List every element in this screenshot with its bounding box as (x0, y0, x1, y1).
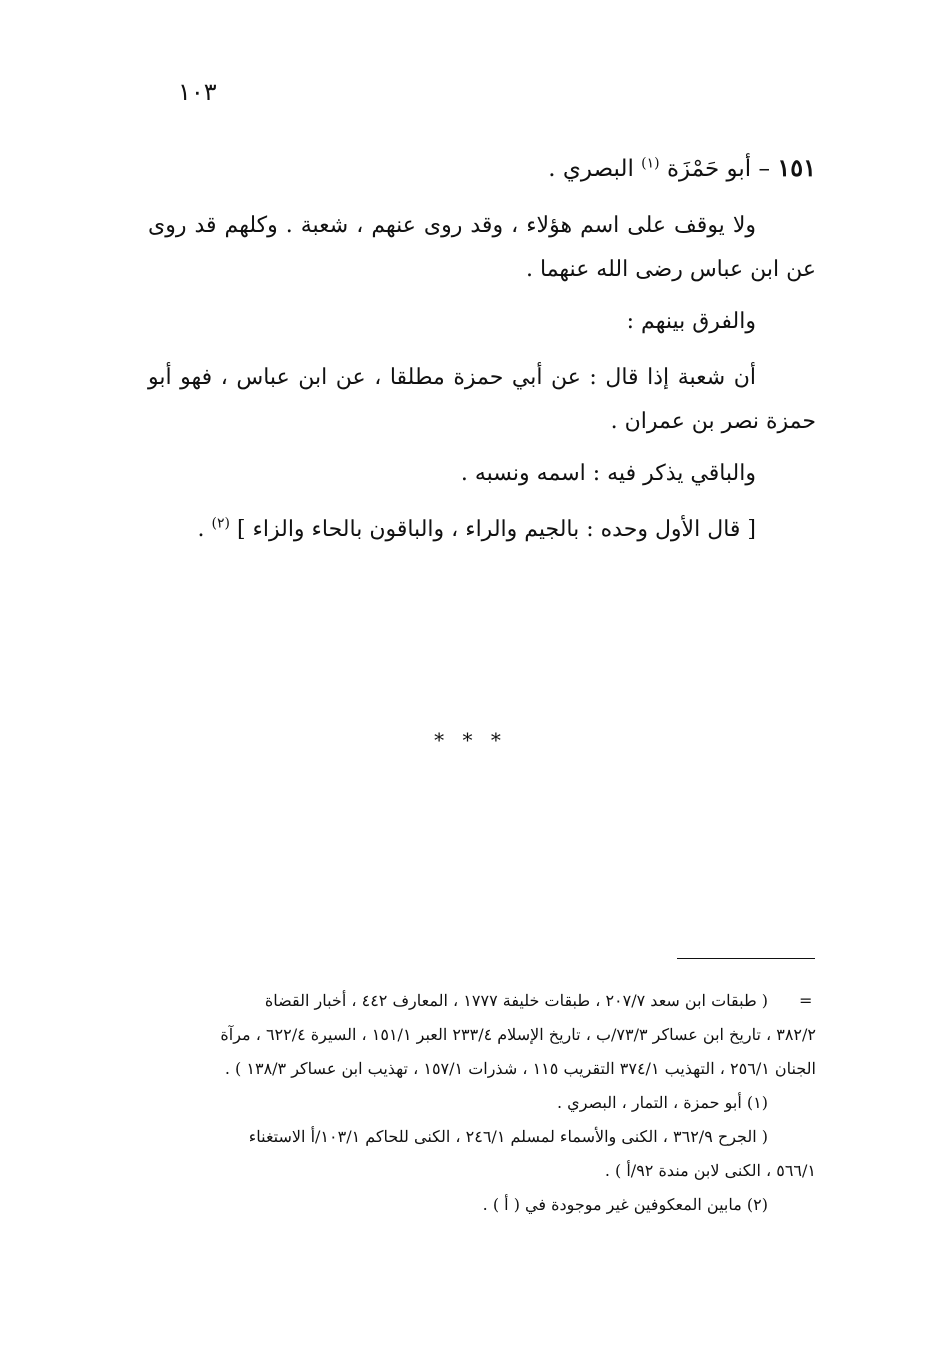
paragraph-end: . (197, 517, 205, 542)
footnote-line: ٣٨٢/٢ ، تاريخ ابن عساكر ٧٣/٣/ب ، تاريخ الإسلام ٢٣٣/٤ العبر ١٥١/١ ، السيرة ٦٢٢/٤ ، مرآة (220, 1025, 816, 1044)
footnote-line: ( الجرح ٣٦٢/٩ ، الكنى والأسماء لمسلم ٢٤٦/١ ، الكنى للحاكم ١٠٣/١/أ الاستغناء (248, 1127, 768, 1146)
entry-number: ١٥١ (777, 153, 816, 182)
entry-suffix: البصري . (548, 156, 634, 182)
footnote-line: ( طبقات ابن سعد ٢٠٧/٧ ، طبقات خليفة ١٧٧٧ ، المعارف ٤٤٢ ، أخبار القضاة (264, 991, 768, 1010)
paragraph-bracketed (148, 508, 816, 552)
paragraph: أن شعبة إذا قال : عن أبي حمزة مطلقا ، عن ابن عباس ، فهو أبو حمزة نصر بن عمران . (148, 365, 816, 434)
page-number: ١٠٣ (178, 78, 217, 106)
footnote-line: (٢) مابين المعكوفين غير موجودة في ( أ ) . (482, 1195, 768, 1214)
paragraph: والفرق بينهم : (626, 309, 756, 334)
entry-dash: – (758, 156, 771, 182)
footnotes (148, 984, 816, 1222)
bracketed-text: [ قال الأول وحده : بالجيم والراء ، والباقون بالحاء والزاء ] (236, 517, 756, 542)
section-separator: * * * (434, 728, 507, 752)
footnote-line: الجنان ٢٥٦/١ ، التهذيب ٣٧٤/١ التقريب ١١٥ ، شذرات ١٥٧/١ ، تهذيب ابن عساكر ١٣٨/٣ ) . (224, 1059, 816, 1078)
footnote-rule (677, 958, 815, 959)
continuation-mark: = (799, 991, 813, 1010)
entry-name: أبو حَمْزَة (666, 156, 752, 182)
entry-heading (148, 146, 816, 191)
footnote-line: ٥٦٦/١ ، الكنى لابن مندة ٩٢/أ ) . (604, 1161, 816, 1180)
footnote-ref-2: (٢) (211, 515, 230, 532)
paragraph: ولا يوقف على اسم هؤلاء ، وقد روى عنهم ، شعبة . وكلهم قد روى عن ابن عباس رضى الله عنهما . (148, 213, 816, 282)
footnote-line: (١) أبو حمزة ، التمار ، البصري . (557, 1093, 768, 1112)
paragraph: والباقي يذكر فيه : اسمه ونسبه . (460, 461, 756, 486)
footnote-ref-1: (١) (641, 155, 660, 172)
